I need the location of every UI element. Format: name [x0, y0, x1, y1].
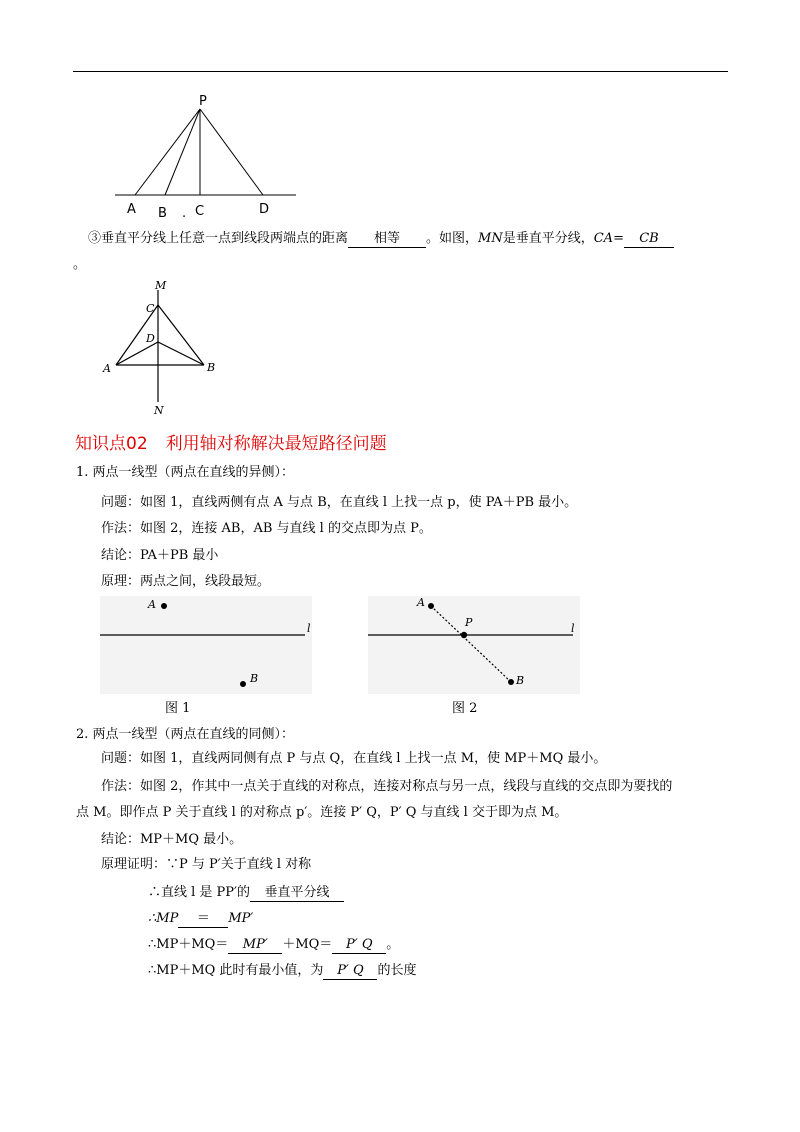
point-b	[240, 681, 246, 687]
case1-title: 1. 两点一线型（两点在直线的异侧）：	[76, 465, 295, 480]
case2-title: 2. 两点一线型（两点在直线的同侧）：	[76, 727, 295, 742]
figure-1	[100, 596, 320, 696]
label-a: A	[103, 362, 111, 375]
answer-blank-equal: 相等	[348, 231, 426, 248]
label-n: N	[154, 404, 164, 417]
segment-pd	[200, 109, 263, 195]
figure-2-caption: 图 2	[452, 701, 478, 716]
point-a	[428, 603, 434, 609]
label-b: B	[158, 206, 167, 221]
figure-perpendicular-bisector	[98, 280, 228, 420]
answer-blank-cb: CB	[624, 231, 674, 248]
answer-blank-equals: ＝	[178, 911, 228, 928]
section-heading	[75, 429, 405, 454]
segment-bc	[158, 305, 204, 365]
figure-1-caption: 图 1	[165, 701, 191, 716]
proof-step-4: ∴MP＋MQ 此时有最小值，为 P′ Q 的长度	[148, 963, 417, 978]
statement-3-end: 。	[73, 257, 87, 272]
label-d: D	[146, 332, 155, 345]
label-b: B	[207, 361, 216, 374]
label-a: A	[148, 598, 156, 611]
point-b	[508, 679, 514, 685]
label-b: B	[516, 674, 525, 687]
answer-blank-mp-prime: MP′	[228, 937, 282, 954]
case1-problem: 问题：如图 1，直线两侧有点 A 与点 B，在直线 l 上找一点 p，使 PA＋PB 最小。	[101, 495, 578, 510]
figure-2	[368, 596, 588, 696]
label-c: C	[146, 302, 155, 315]
label-d: D	[259, 202, 270, 217]
figure-triangle-pacd	[110, 92, 310, 222]
case1-principle: 原理：两点之间，线段最短。	[101, 574, 271, 589]
case2-conclusion: 结论：MP＋MQ 最小。	[101, 832, 243, 847]
label-l: l	[307, 622, 311, 635]
answer-blank-bisector: 垂直平分线	[250, 885, 344, 902]
label-a: A	[127, 202, 136, 217]
label-m: M	[155, 279, 167, 292]
statement-3: ③垂直平分线上任意一点到线段两端点的距离 相等 。如图，MN是垂直平分线，CA= CB	[88, 231, 674, 248]
case2-proof-intro: 原理证明：∵P 与 P′关于直线 l 对称	[101, 857, 312, 872]
label-p: P	[465, 616, 473, 629]
case1-conclusion: 结论：PA＋PB 最小	[101, 548, 219, 563]
label-dot: .	[182, 206, 187, 221]
label-p: P	[199, 94, 207, 109]
label-a: A	[417, 596, 425, 609]
segment-pa	[135, 109, 200, 195]
case2-problem: 问题：如图 1，直线两同侧有点 P 与点 Q，在直线 l 上找一点 M，使 MP＋MQ 最小。	[101, 751, 607, 766]
section-number: 知识点02	[75, 434, 148, 454]
segment-pb	[165, 109, 200, 195]
proof-step-2: ∴MP ＝ MP′	[148, 911, 254, 926]
segment-ad	[116, 342, 158, 365]
case2-method-line2: 点 M。即作点 P 关于直线 l 的对称点 p′。连接 P′ Q，P′ Q 与直线 l 交于即为点 M。	[76, 805, 568, 820]
segment-bd	[158, 342, 204, 365]
answer-blank-pq-2: P′ Q	[323, 963, 377, 980]
section-title: 利用轴对称解决最短路径问题	[165, 434, 387, 454]
answer-blank-pq-1: P′ Q	[332, 937, 386, 954]
case2-method-line1: 作法：如图 2，作其中一点关于直线的对称点，连接对称点与另一点，线段与直线的交点即为要找的	[101, 779, 673, 794]
point-p	[461, 632, 467, 638]
point-a	[161, 603, 167, 609]
case1-method: 作法：如图 2，连接 AB，AB 与直线 l 的交点即为点 P。	[101, 521, 432, 536]
header-rule	[73, 71, 728, 72]
proof-step-1: ∴直线 l 是 PP′的 垂直平分线	[148, 885, 344, 902]
label-l: l	[571, 622, 575, 635]
proof-step-3: ∴MP＋MQ＝ MP′ ＋MQ＝ P′ Q 。	[148, 937, 400, 952]
label-b: B	[250, 672, 259, 685]
label-c: C	[195, 204, 205, 219]
